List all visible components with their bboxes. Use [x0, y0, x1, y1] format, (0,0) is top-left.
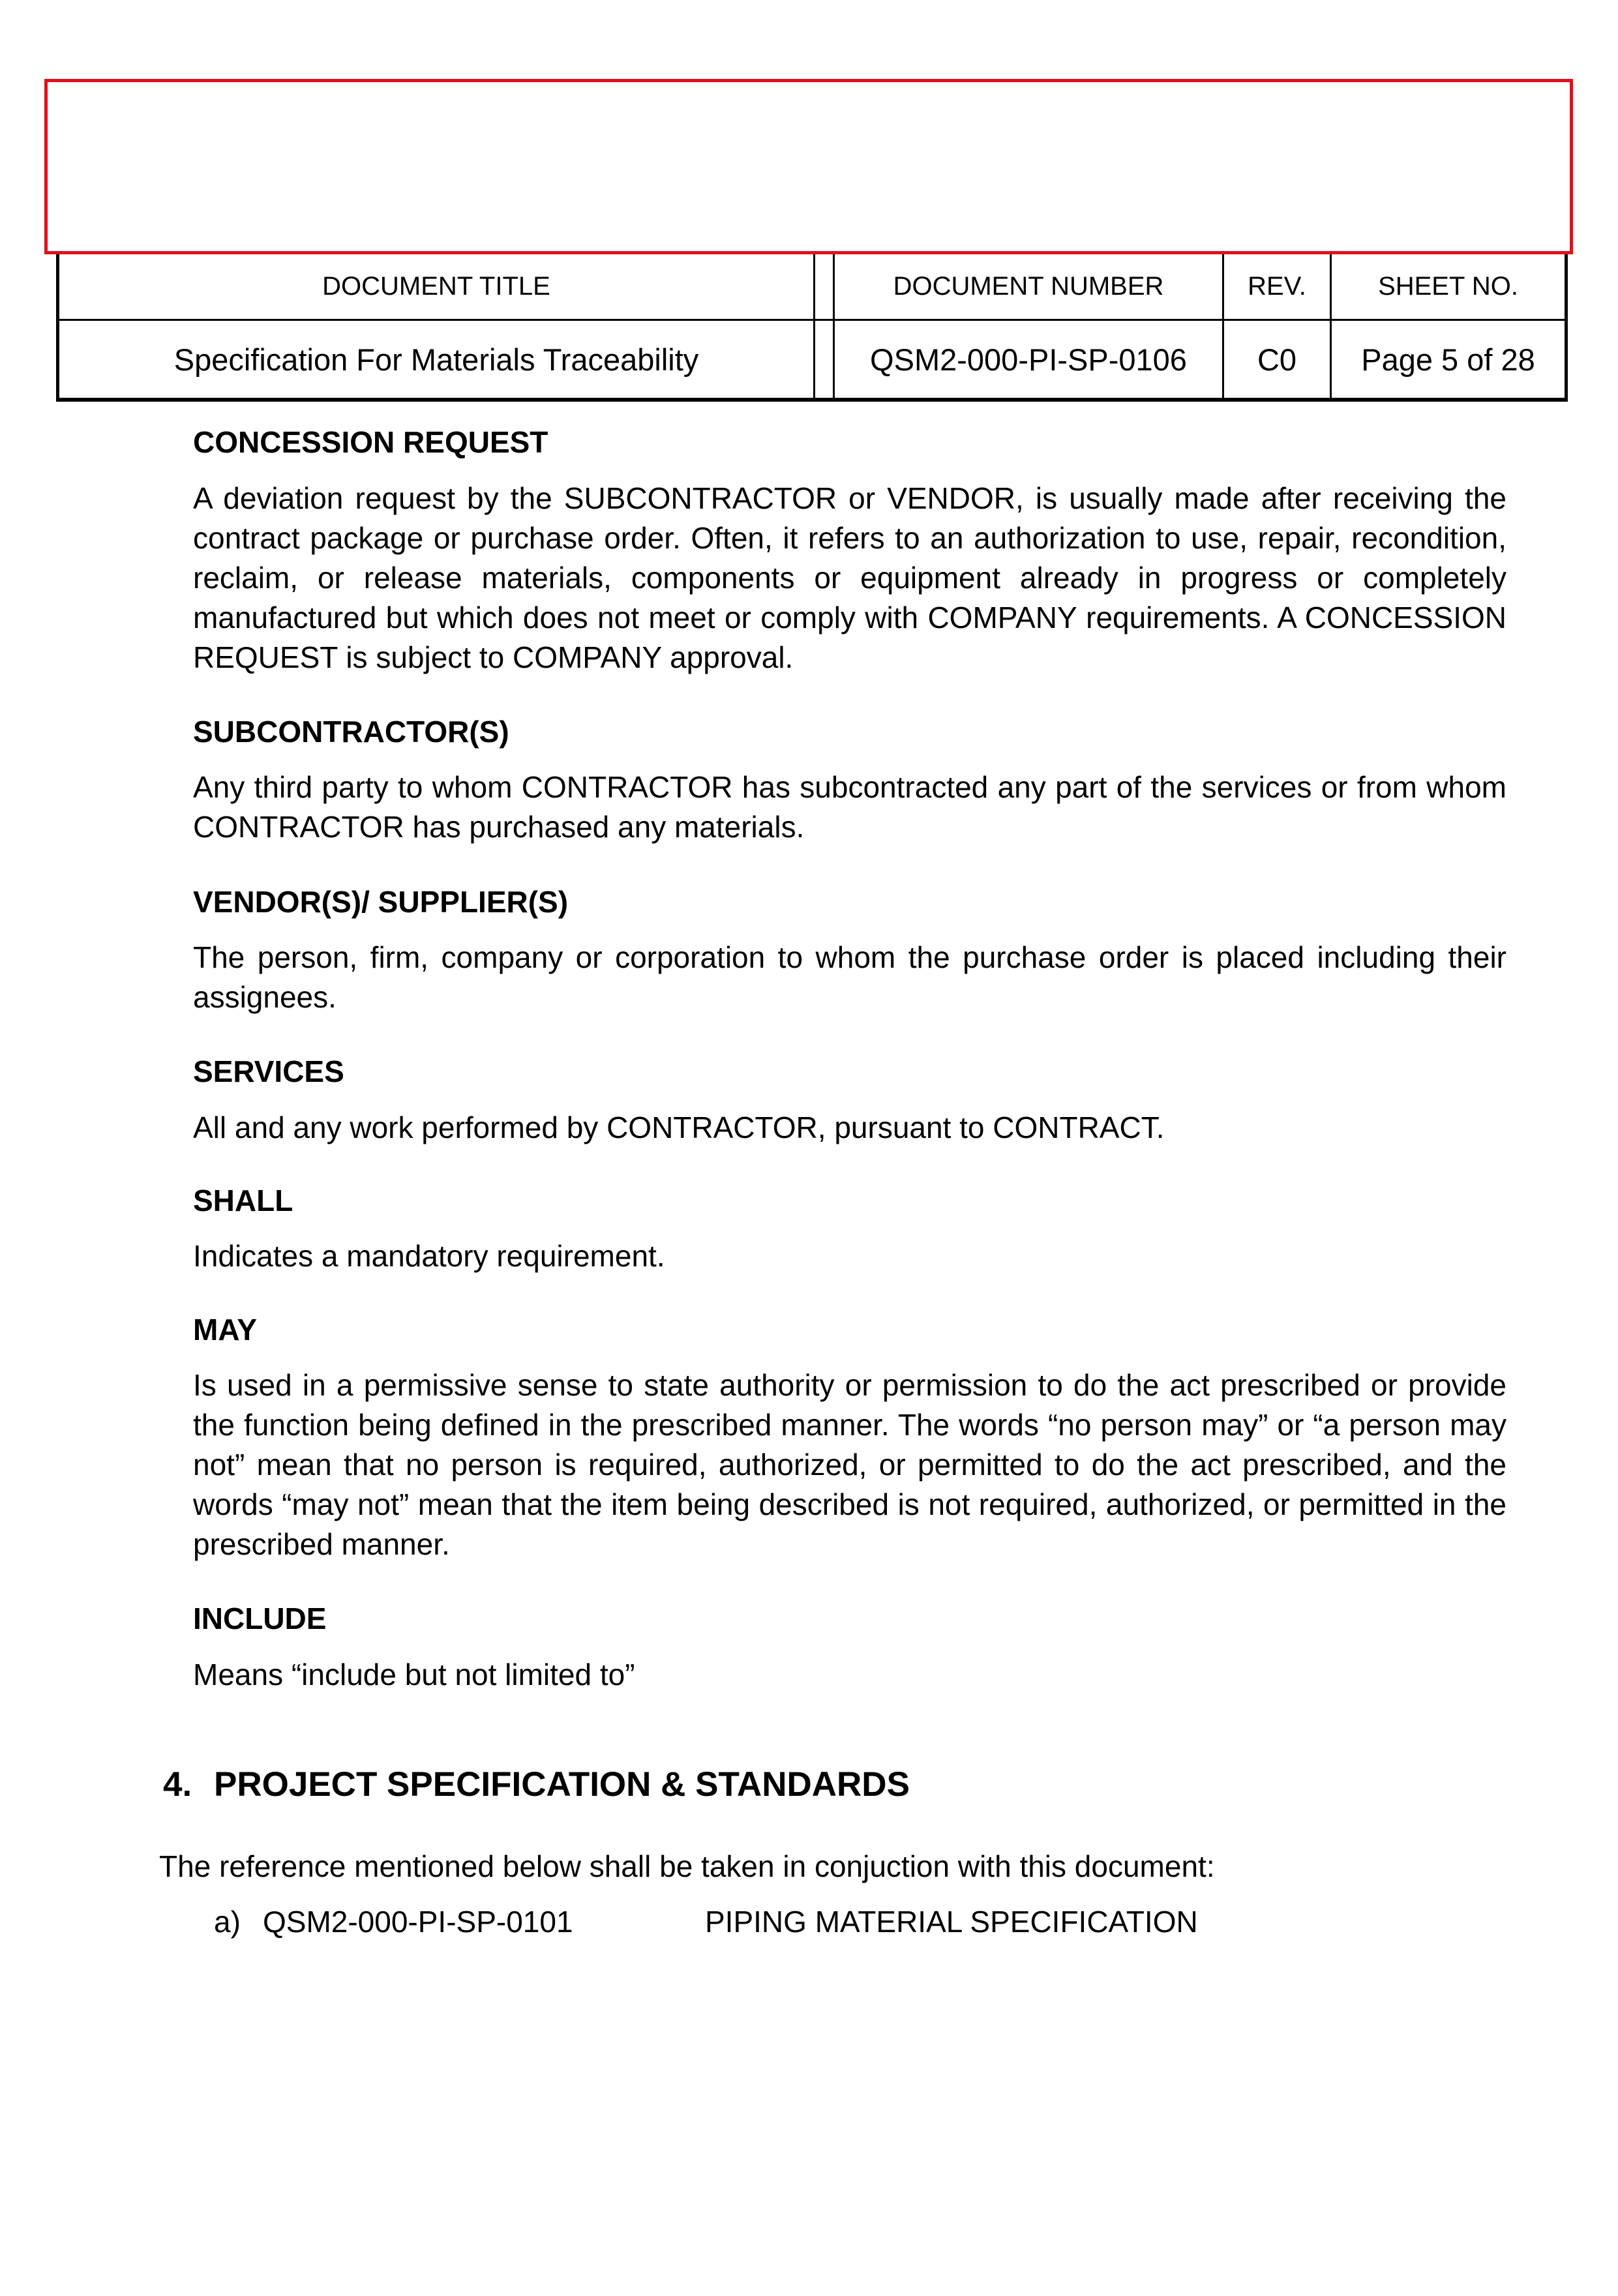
document-number-value: QSM2-000-PI-SP-0106: [870, 342, 1187, 377]
document-title-value: Specification For Materials Traceability: [173, 342, 699, 377]
definition-text: Is used in a permissive sense to state authority or permission to do the act prescribed or provide the function being defined in the prescribed manner. The words “no person may” or “a person may not” mean that no person is required, authorized, or permitted to do the act prescribed, and the words “may not” mean that the item being described is not required, authorized, or permitted in the prescribed manner.: [193, 1368, 1506, 1561]
reference-title: PIPING MATERIAL SPECIFICATION: [705, 1905, 1198, 1939]
header-gap-cell: [815, 254, 835, 321]
sheet-no-label: SHEET NO.: [1378, 272, 1518, 301]
header-col-sheet-no: [1332, 254, 1565, 321]
definition-term: VENDOR(S)/ SUPPLIER(S): [193, 885, 569, 919]
definition-term: SERVICES: [193, 1054, 344, 1088]
section-number: 4.: [163, 1765, 192, 1804]
sheet-no-value: Page 5 of 28: [1361, 342, 1535, 377]
definition-term: MAY: [193, 1313, 257, 1347]
definition-term: SUBCONTRACTOR(S): [193, 715, 509, 749]
section-title: PROJECT SPECIFICATION & STANDARDS: [214, 1765, 910, 1804]
reference-label: a): [214, 1905, 241, 1939]
sheet-no-value-cell: [1332, 321, 1565, 398]
reference-item: [214, 1902, 1198, 1941]
document-header-table: [56, 254, 1568, 402]
definition-text: Means “include but not limited to”: [193, 1658, 635, 1692]
document-title-label: DOCUMENT TITLE: [322, 272, 550, 301]
definition-text: All and any work performed by CONTRACTOR, pursuant to CONTRACT.: [193, 1111, 1165, 1144]
header-col-document-title: [59, 254, 815, 321]
document-number-value-cell: [835, 321, 1224, 398]
section-heading: [163, 1762, 910, 1808]
definition-term: SHALL: [193, 1184, 293, 1217]
rev-value-cell: [1224, 321, 1332, 398]
definition-text: The person, firm, company or corporation to whom the purchase order is placed including their assignees.: [193, 940, 1506, 1014]
document-title-value-cell: [59, 321, 815, 398]
header-col-document-number: [835, 254, 1224, 321]
header-logo-area: [44, 79, 1573, 254]
definition-text: Any third party to whom CONTRACTOR has subcontracted any part of the services or from whom CONTRACTOR has purchased any materials.: [193, 770, 1506, 844]
section-intro: The reference mentioned below shall be taken in conjuction with this document:: [159, 1849, 1215, 1883]
definition-text: A deviation request by the SUBCONTRACTOR or VENDOR, is usually made after receiving the contract package or purchase order. Often, it refers to an authorization to use, repair, recondition, reclaim, or release materials, components or equipment already in progress or completely manufactured but which does not meet or comply with COMPANY requirements. A CONCESSION REQUEST is subject to COMPANY approval.: [193, 481, 1506, 674]
document-number-label: DOCUMENT NUMBER: [893, 272, 1164, 301]
definition-term: INCLUDE: [193, 1602, 327, 1635]
rev-label: REV.: [1248, 272, 1306, 301]
definition-text: Indicates a mandatory requirement.: [193, 1239, 665, 1273]
definition-term: CONCESSION REQUEST: [193, 425, 548, 459]
reference-code: QSM2-000-PI-SP-0101: [263, 1905, 573, 1939]
header-gap-cell-2: [815, 321, 835, 398]
rev-value: C0: [1257, 342, 1297, 377]
header-col-rev: [1224, 254, 1332, 321]
